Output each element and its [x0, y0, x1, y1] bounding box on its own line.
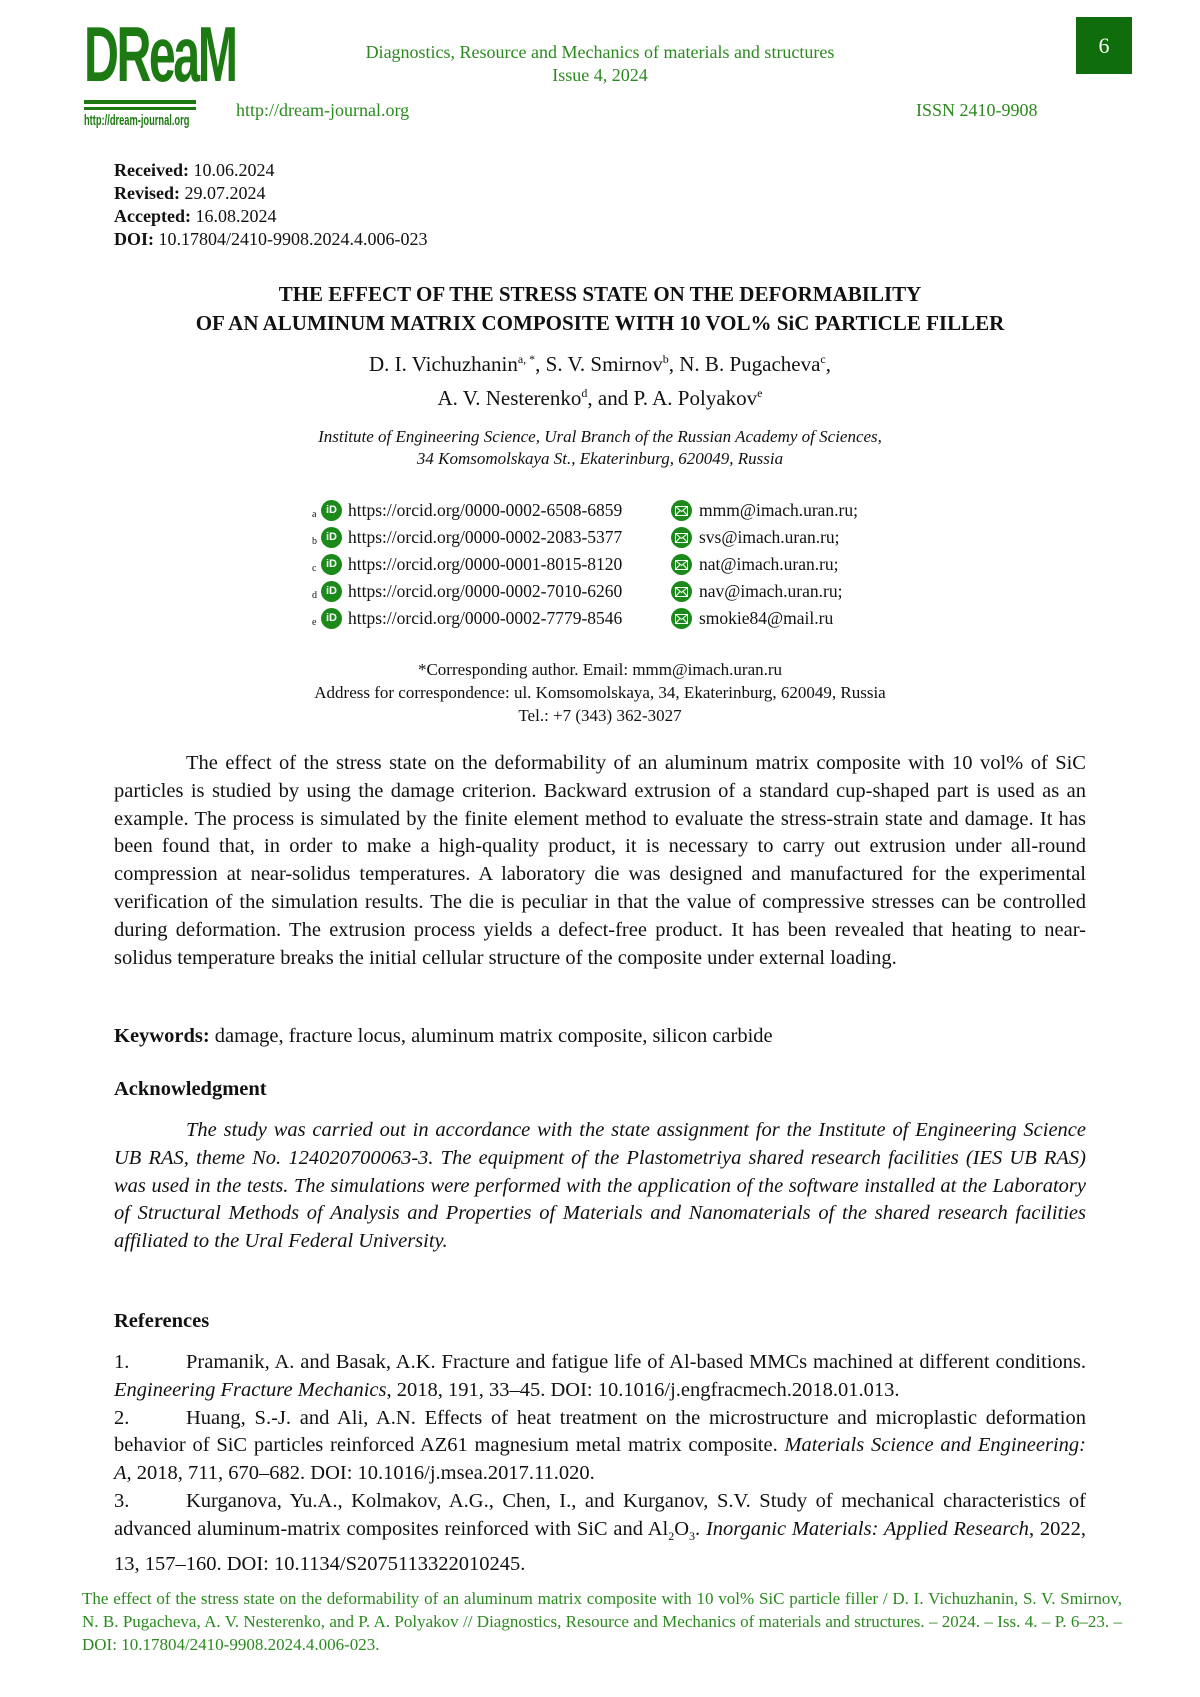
accepted-date: Accepted: 16.08.2024 — [114, 206, 277, 226]
reference-item: 1. Pramanik, A. and Basak, A.K. Fracture and fatigue life of Al-based MMCs machined at different conditions. Engineering Fracture Mechanics, 2018, 191, 33–45. DOI: 10.1016/j.engfracmech.2018.01.013. — [114, 1351, 1086, 1401]
affiliation-letter: b — [312, 536, 317, 547]
references-heading: References — [114, 1310, 210, 1332]
orcid-id-icon: iD — [321, 608, 342, 629]
orcid-id-icon: iD — [321, 527, 342, 548]
orcid-link[interactable]: https://orcid.org/0000-0002-7779-8546 — [348, 608, 623, 628]
envelope-icon — [671, 554, 692, 575]
reference-item: 2. Huang, S.-J. and Ali, A.N. Effects of heat treatment on the microstructure and microplastic deformation behavior of SiC particles reinforced AZ61 magnesium metal matrix composite. Materials Science and Engineering: A, 2018, 711, 670–682. DOI: 10.1016/j.msea.2017.11.020. — [114, 1406, 1086, 1485]
journal-header — [300, 41, 900, 87]
envelope-icon — [671, 608, 692, 629]
envelope-icon — [671, 500, 692, 521]
keywords — [114, 1025, 773, 1048]
author: A. V. Nesterenko — [437, 386, 582, 410]
keywords-label: Keywords: — [114, 1025, 210, 1047]
email-link[interactable]: svs@imach.uran.ru; — [699, 527, 840, 547]
abstract: The effect of the stress state on the deformability of an aluminum matrix composite with 10 vol% of SiC particles is studied by using the damage criterion. Backward extrusion of a standard cup-shaped part is used as an example. The process is simulated by the finite element method to evaluate the stress-strain state and damage. It has been found that, in order to make a high-quality product, it is necessary to carry out extrusion under all-round compression at near-solidus temperatures. A laboratory die was designed and manufactured for the experimental verification of the simulation results. The die is peculiar in that the value of compressive stresses can be controlled during deformation. The extrusion process yields a defect-free product. It has been revealed that heating to near-solidus temperature breaks the initial cellular structure of the composite under external loading. — [114, 752, 1086, 969]
journal-issue: Issue 4, 2024 — [552, 65, 648, 85]
contact-row — [312, 524, 858, 551]
affiliation-letter: e — [312, 617, 317, 628]
email-link[interactable]: nat@imach.uran.ru; — [699, 554, 839, 574]
page-number-badge: 6 — [1076, 17, 1132, 74]
article-dates — [114, 159, 428, 251]
correspondence-address: Address for correspondence: ul. Komsomolskaya, 34, Ekaterinburg, 620049, Russia — [314, 683, 886, 702]
author: S. V. Smirnov — [545, 352, 663, 376]
envelope-icon — [671, 527, 692, 548]
acknowledgment-heading: Acknowledgment — [114, 1078, 267, 1100]
orcid-id-icon: iD — [321, 581, 342, 602]
contact-row — [312, 497, 858, 524]
orcid-link[interactable]: https://orcid.org/0000-0002-7010-6260 — [348, 581, 623, 601]
received-date: Received: 10.06.2024 — [114, 160, 275, 180]
logo-wordmark: DReaM — [84, 10, 236, 98]
author-list: D. I. Vichuzhanin$^{a, *}$, S. V. Smirnov$^b$, N. B. Pugacheva$^c$, A. V. Nesterenko$^d$, and P. A. Polyakov$^e$ — [369, 352, 831, 410]
author: P. A. Polyakov — [633, 386, 758, 410]
paper-title: THE EFFECT OF THE STRESS STATE ON THE DEFORMABILITY OF AN ALUMINUM MATRIX COMPOSITE WITH 10 VOL% SiC PARTICLE FILLER — [195, 282, 1005, 335]
orcid-link[interactable]: https://orcid.org/0000-0002-6508-6859 — [348, 500, 623, 520]
corresponding-author: *Corresponding author. Email: mmm@imach.uran.ru — [417, 660, 783, 679]
affiliation-letter: c — [312, 563, 317, 574]
orcid-id-icon: iD — [321, 554, 342, 575]
journal-name: Diagnostics, Resource and Mechanics of materials and structures — [365, 42, 835, 62]
citation-footer: The effect of the stress state on the deformability of an aluminum matrix composite with 10 vol% SiC particle filler / D. I. Vichuzhanin, S. V. Smirnov, N. B. Pugacheva, A. V. Nesterenko, and P. A. Polyakov // Diagnostics, Resource and Mechanics of materials and structures. – 2024. – Iss. 4. – P. 6–23. – DOI: 10.17804/2410-9908.2024.4.006-023. — [82, 1589, 1122, 1654]
author: N. B. Pugacheva — [679, 352, 821, 376]
contact-row — [312, 551, 858, 578]
affiliation-letter: d — [312, 590, 317, 601]
contact-row — [312, 578, 858, 605]
acknowledgment-text: The study was carried out in accordance with the state assignment for the Institute of Engineering Science UB RAS, theme No. 124020700063-3. The equipment of the Plastometriya shared research facilities (IES UB RAS) was used in the tests. The simulations were performed with the application of the software installed at the Laboratory of Structural Methods of Analysis and Properties of Materials and Nanomaterials of the shared research facilities affiliated to the Ural Federal University. — [114, 1119, 1086, 1253]
journal-logo — [84, 10, 236, 132]
revised-date: Revised: 29.07.2024 — [114, 183, 266, 203]
correspondence-phone: Tel.: +7 (343) 362-3027 — [518, 706, 682, 725]
issn: ISSN 2410-9908 — [916, 100, 1038, 120]
logo-rule — [84, 100, 196, 104]
reference-list — [114, 1349, 1086, 1578]
orcid-link[interactable]: https://orcid.org/0000-0001-8015-8120 — [348, 554, 623, 574]
email-link[interactable]: nav@imach.uran.ru; — [699, 581, 843, 601]
affiliation: Institute of Engineering Science, Ural Branch of the Russian Academy of Sciences, 34 Komsomolskaya St., Ekaterinburg, 620049, Russia — [318, 427, 882, 468]
author: D. I. Vichuzhanin — [369, 352, 518, 376]
affiliation-letter: a — [312, 509, 317, 520]
logo-rule — [84, 107, 196, 110]
doi: DOI: 10.17804/2410-9908.2024.4.006-023 — [114, 229, 428, 249]
orcid-link[interactable]: https://orcid.org/0000-0002-2083-5377 — [348, 527, 623, 547]
email-link[interactable]: smokie84@mail.ru — [699, 608, 834, 628]
contact-row — [312, 605, 858, 632]
orcid-id-icon: iD — [321, 500, 342, 521]
email-link[interactable]: mmm@imach.uran.ru; — [699, 500, 858, 520]
journal-url-link[interactable]: http://dream-journal.org — [236, 100, 410, 120]
envelope-icon — [671, 581, 692, 602]
author-contacts — [312, 497, 858, 632]
correspondence — [100, 658, 1100, 727]
logo-url: http://dream-journal.org — [84, 112, 190, 129]
keywords-text: damage, fracture locus, aluminum matrix composite, silicon carbide — [214, 1025, 773, 1047]
reference-item: 3. Kurganova, Yu.A., Kolmakov, A.G., Chen, I., and Kurganov, S.V. Study of mechanical characteristics of advanced aluminum-matrix composites reinforced with SiC and $Al_2O_3$. Inorganic Materials: Applied Research, 2022, 13, 157–160. DOI: 10.1134/S2075113322010245. — [114, 1489, 1086, 1575]
